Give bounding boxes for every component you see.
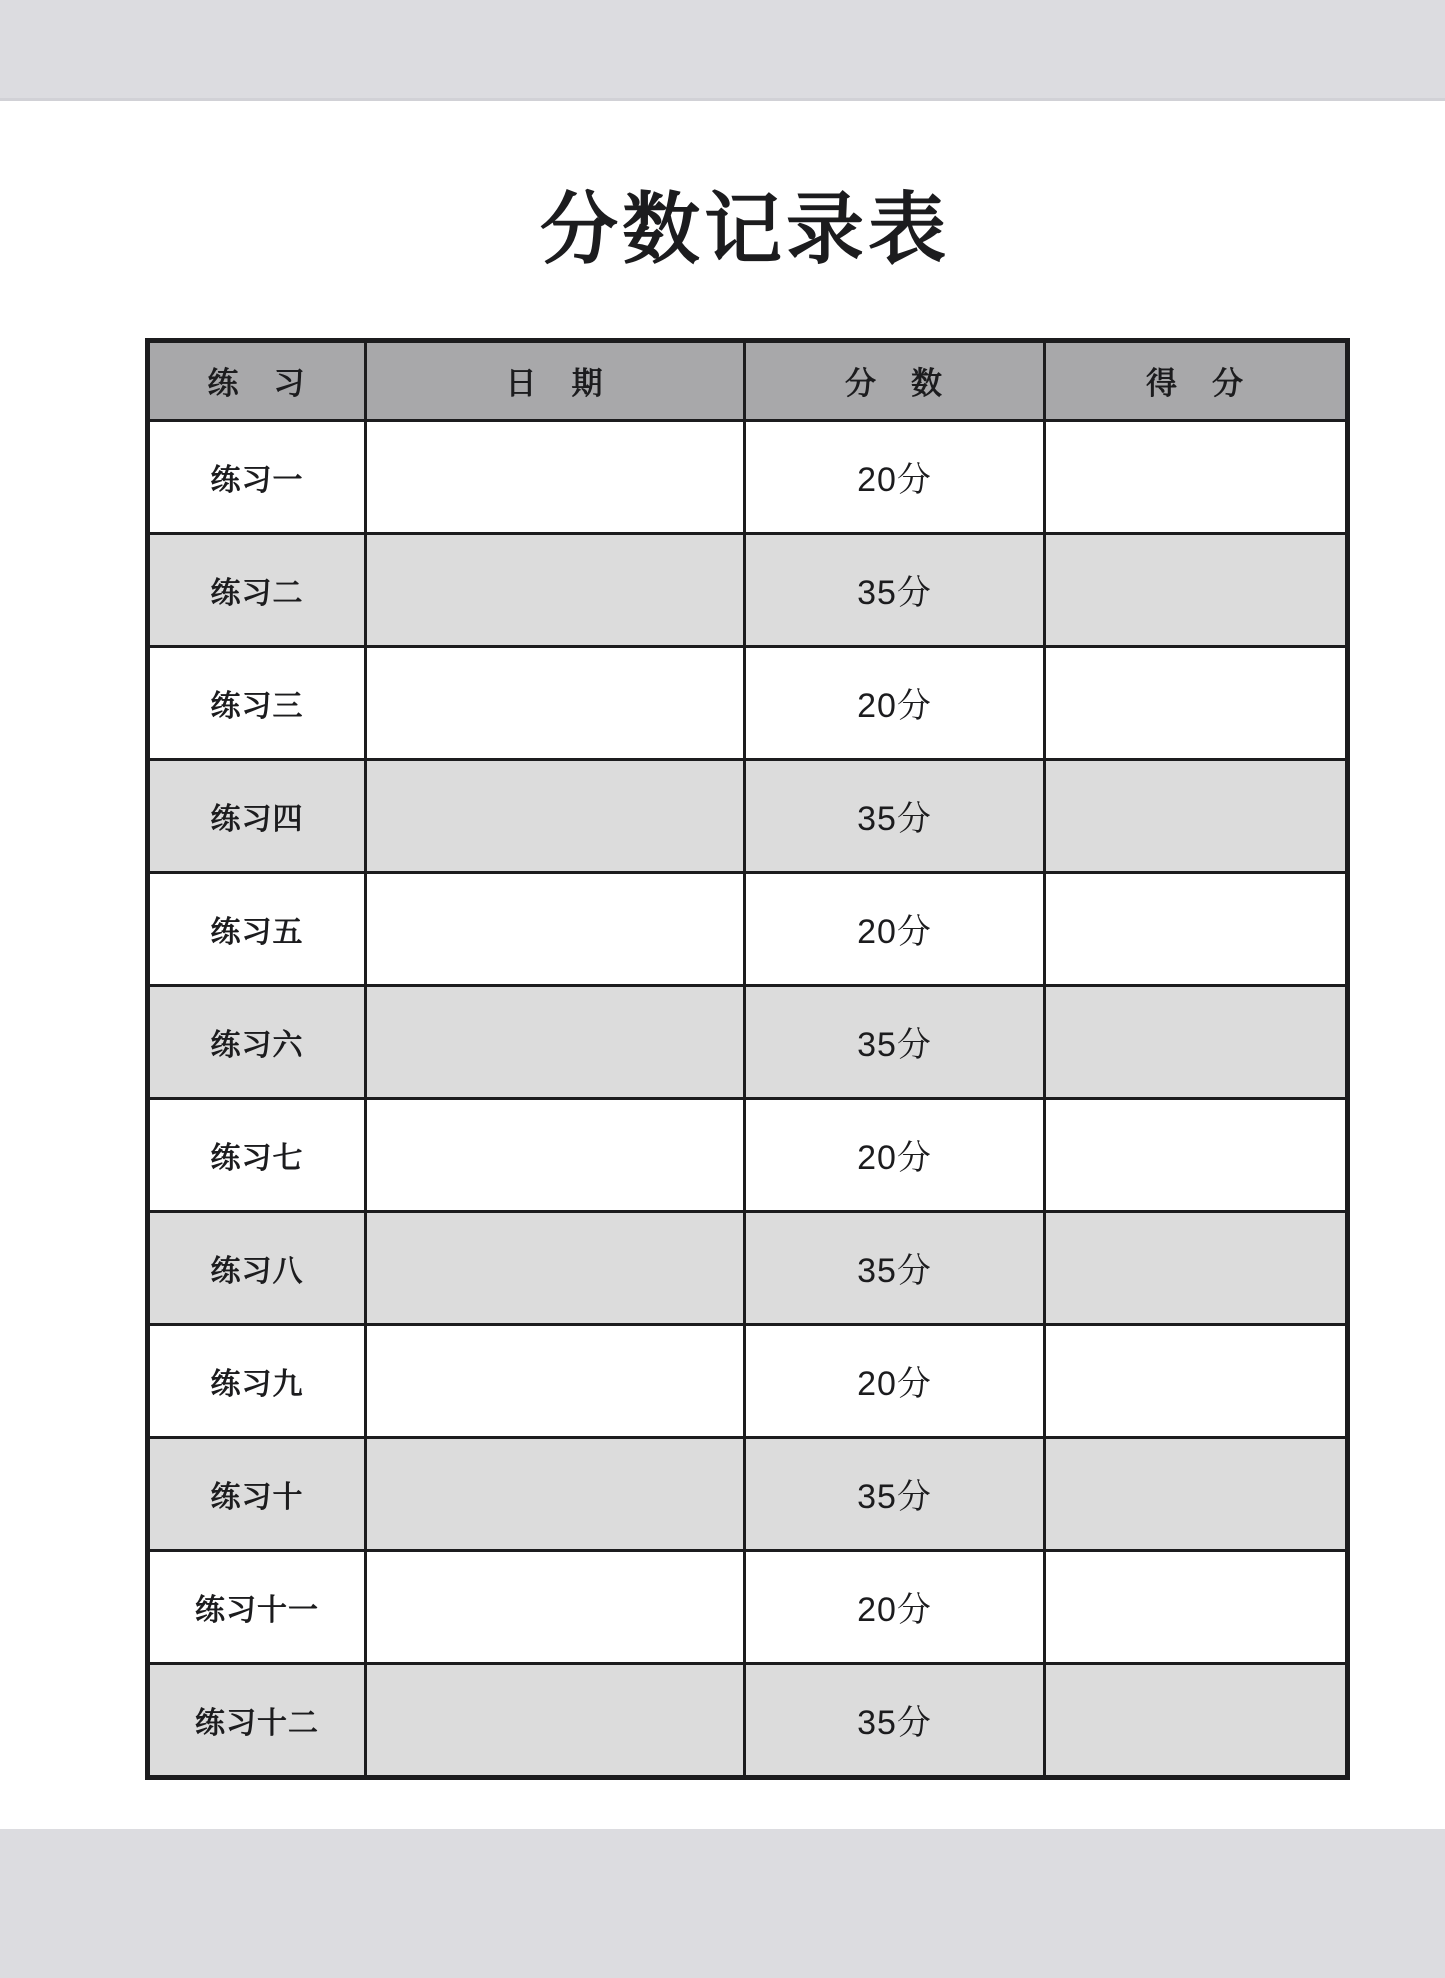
score-record-table (145, 338, 1350, 1780)
table-row (148, 1098, 1348, 1211)
column-header-earned: 得 分 (1045, 340, 1348, 420)
exercise-label: 练习十二 (148, 1663, 366, 1777)
table-row (148, 759, 1348, 872)
exercise-label: 练习六 (148, 985, 366, 1098)
max-score-value: 35分 (745, 759, 1045, 872)
max-score-value: 35分 (745, 985, 1045, 1098)
earned-score-cell (1045, 872, 1348, 985)
date-cell (366, 1324, 745, 1437)
exercise-label: 练习十一 (148, 1550, 366, 1663)
max-score-value: 20分 (745, 1098, 1045, 1211)
column-header-date: 日 期 (366, 340, 745, 420)
table-row (148, 646, 1348, 759)
max-score-value: 20分 (745, 872, 1045, 985)
max-score-value: 35分 (745, 1663, 1045, 1777)
table-row (148, 1324, 1348, 1437)
earned-score-cell (1045, 420, 1348, 533)
exercise-label: 练习四 (148, 759, 366, 872)
earned-score-cell (1045, 533, 1348, 646)
max-score-value: 20分 (745, 1324, 1045, 1437)
exercise-label: 练习七 (148, 1098, 366, 1211)
max-score-value: 20分 (745, 1550, 1045, 1663)
earned-score-cell (1045, 1663, 1348, 1777)
date-cell (366, 1437, 745, 1550)
table-row (148, 985, 1348, 1098)
column-header-score: 分 数 (745, 340, 1045, 420)
page-content (145, 0, 1345, 1780)
earned-score-cell (1045, 1324, 1348, 1437)
exercise-label: 练习二 (148, 533, 366, 646)
date-cell (366, 1663, 745, 1777)
earned-score-cell (1045, 1550, 1348, 1663)
page-title: 分数记录表 (539, 185, 950, 273)
bottom-margin-band (0, 1829, 1445, 1978)
exercise-label: 练习九 (148, 1324, 366, 1437)
date-cell (366, 985, 745, 1098)
date-cell (366, 646, 745, 759)
max-score-value: 35分 (745, 533, 1045, 646)
table-row (148, 872, 1348, 985)
table-row (148, 1550, 1348, 1663)
date-cell (366, 759, 745, 872)
earned-score-cell (1045, 1437, 1348, 1550)
table-row (148, 420, 1348, 533)
earned-score-cell (1045, 646, 1348, 759)
earned-score-cell (1045, 985, 1348, 1098)
max-score-value: 35分 (745, 1437, 1045, 1550)
date-cell (366, 420, 745, 533)
max-score-value: 20分 (745, 420, 1045, 533)
exercise-label: 练习一 (148, 420, 366, 533)
date-cell (366, 533, 745, 646)
table-row (148, 1437, 1348, 1550)
date-cell (366, 1211, 745, 1324)
earned-score-cell (1045, 1211, 1348, 1324)
exercise-label: 练习五 (148, 872, 366, 985)
column-header-exercise: 练 习 (148, 340, 366, 420)
table-row (148, 533, 1348, 646)
exercise-label: 练习十 (148, 1437, 366, 1550)
max-score-value: 20分 (745, 646, 1045, 759)
header-row (148, 340, 1348, 420)
table-row (148, 1211, 1348, 1324)
earned-score-cell (1045, 1098, 1348, 1211)
exercise-label: 练习八 (148, 1211, 366, 1324)
table-row (148, 1663, 1348, 1777)
earned-score-cell (1045, 759, 1348, 872)
date-cell (366, 1550, 745, 1663)
date-cell (366, 872, 745, 985)
date-cell (366, 1098, 745, 1211)
max-score-value: 35分 (745, 1211, 1045, 1324)
exercise-label: 练习三 (148, 646, 366, 759)
